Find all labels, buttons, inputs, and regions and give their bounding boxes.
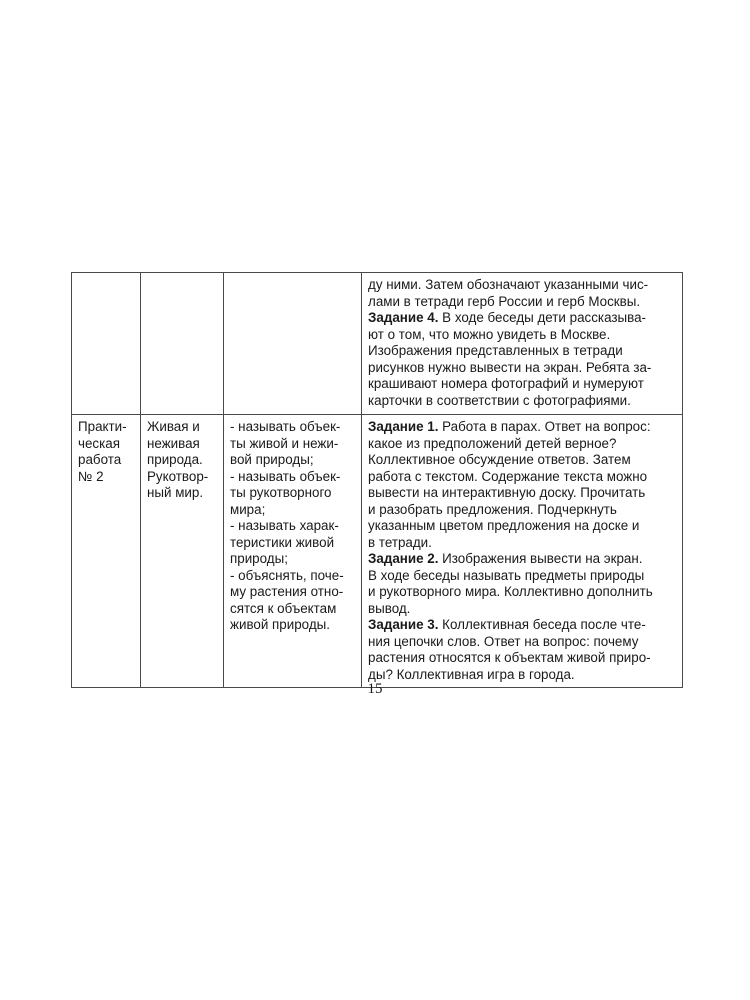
cell-text-line: - называть объек- xyxy=(230,419,341,434)
cell-text-line: ческая xyxy=(78,435,120,451)
cell-text-line: Рукотвор- xyxy=(147,468,209,484)
cell-text-line: Живая и xyxy=(147,419,200,434)
table-row xyxy=(72,415,683,688)
cell-text-line: ты живой и нежи- xyxy=(230,435,339,451)
task-text: вывод. xyxy=(368,600,411,616)
task-text: и разобрать предложения. Подчеркнуть xyxy=(368,501,617,517)
task-text: лами в тетради герб России и герб Москвы. xyxy=(368,293,641,309)
cell-text-line: - объяснять, поче- xyxy=(230,567,344,583)
cell-text-line xyxy=(368,485,677,502)
cell-text-line xyxy=(368,469,677,486)
task-text: растения относятся к объектам живой приро- xyxy=(368,650,651,665)
page-number: 15 xyxy=(367,681,383,697)
task-text: ды? Коллективная игра в города. xyxy=(368,666,575,682)
cell-text-line xyxy=(368,343,677,360)
cell-topic xyxy=(141,273,224,415)
task-text: рисунков нужно вывести на экран. Ребята за- xyxy=(368,359,652,375)
task-text: В ходе беседы дети рассказыва- xyxy=(438,310,646,325)
cell-activities xyxy=(362,415,683,688)
cell-text-line: природа. xyxy=(147,452,203,467)
task-text: указанным цветом предложения на доске и xyxy=(368,518,640,533)
cell-section xyxy=(72,415,141,688)
task-heading: Задание 3. xyxy=(368,617,439,632)
task-text: ния цепочки слов. Ответ на вопрос: почему xyxy=(368,633,639,649)
cell-section xyxy=(72,273,141,415)
cell-text-line xyxy=(368,584,677,601)
cell-text-line xyxy=(368,617,677,634)
cell-text-line xyxy=(368,436,677,453)
task-text: Изображения представленных в тетради xyxy=(368,343,623,358)
cell-text-line xyxy=(368,551,677,568)
cell-text-line xyxy=(368,634,677,651)
cell-activities xyxy=(362,273,683,415)
cell-text-line: живой природы. xyxy=(230,617,330,632)
task-text: В ходе беседы называть предметы природы xyxy=(368,567,645,583)
cell-text-line xyxy=(368,393,677,410)
table-row xyxy=(72,273,683,415)
cell-text-line: теристики живой xyxy=(230,534,335,550)
cell-text-line: ты рукотворного xyxy=(230,485,332,500)
cell-text-line xyxy=(368,419,677,436)
task-text: Коллективное обсуждение ответов. Затем xyxy=(368,452,631,467)
cell-text-line: - называть харак- xyxy=(230,518,339,533)
table-body xyxy=(72,273,683,688)
cell-text-line xyxy=(368,452,677,469)
cell-text-line: вой природы; xyxy=(230,452,314,467)
cell-text-line xyxy=(368,294,677,311)
task-text: работа с текстом. Содержание текста можно xyxy=(368,468,648,484)
cell-text-line xyxy=(368,360,677,377)
cell-text-line xyxy=(368,601,677,618)
task-text: Работа в парах. Ответ на вопрос: xyxy=(438,419,651,434)
task-text: в тетради. xyxy=(368,534,432,550)
lesson-plan-table xyxy=(71,272,683,688)
cell-text-line xyxy=(368,376,677,393)
cell-text-line: Практи- xyxy=(78,419,127,434)
cell-goals xyxy=(224,273,362,415)
task-text: какое из предположений детей верное? xyxy=(368,435,617,451)
cell-text-line: работа xyxy=(78,452,122,467)
task-heading: Задание 2. xyxy=(368,551,439,566)
task-text: и рукотворного мира. Коллективно дополнить xyxy=(368,584,653,599)
cell-text-line: неживая xyxy=(147,435,200,451)
task-text: Изображения вывести на экран. xyxy=(438,551,643,566)
task-text: ют о том, что можно увидеть в Москве. xyxy=(368,326,611,342)
task-text: ду ними. Затем обозначают указанными чис- xyxy=(368,277,649,292)
cell-text-line: ный мир. xyxy=(147,485,204,500)
cell-text-line: сятся к объектам xyxy=(230,600,337,616)
task-text: вывести на интерактивную доску. Прочитать xyxy=(368,485,646,500)
cell-goals xyxy=(224,415,362,688)
cell-text-line xyxy=(368,277,677,294)
cell-text-line xyxy=(368,650,677,667)
cell-text-line xyxy=(368,535,677,552)
cell-text-line: № 2 xyxy=(78,468,104,484)
task-heading: Задание 1. xyxy=(368,419,439,434)
cell-text-line: - называть объек- xyxy=(230,468,341,484)
cell-text-line: мира; xyxy=(230,501,266,517)
task-text: крашивают номера фотографий и нумеруют xyxy=(368,376,644,391)
cell-text-line xyxy=(368,327,677,344)
task-text: карточки в соответствии с фотографиями. xyxy=(368,392,631,408)
task-heading: Задание 4. xyxy=(368,310,439,325)
cell-text-line xyxy=(368,502,677,519)
task-text: Коллективная беседа после чте- xyxy=(438,617,646,632)
cell-text-line: му растения отно- xyxy=(230,584,344,599)
cell-text-line xyxy=(368,310,677,327)
cell-text-line xyxy=(368,518,677,535)
cell-text-line xyxy=(368,568,677,585)
cell-topic xyxy=(141,415,224,688)
cell-text-line: природы; xyxy=(230,551,288,566)
